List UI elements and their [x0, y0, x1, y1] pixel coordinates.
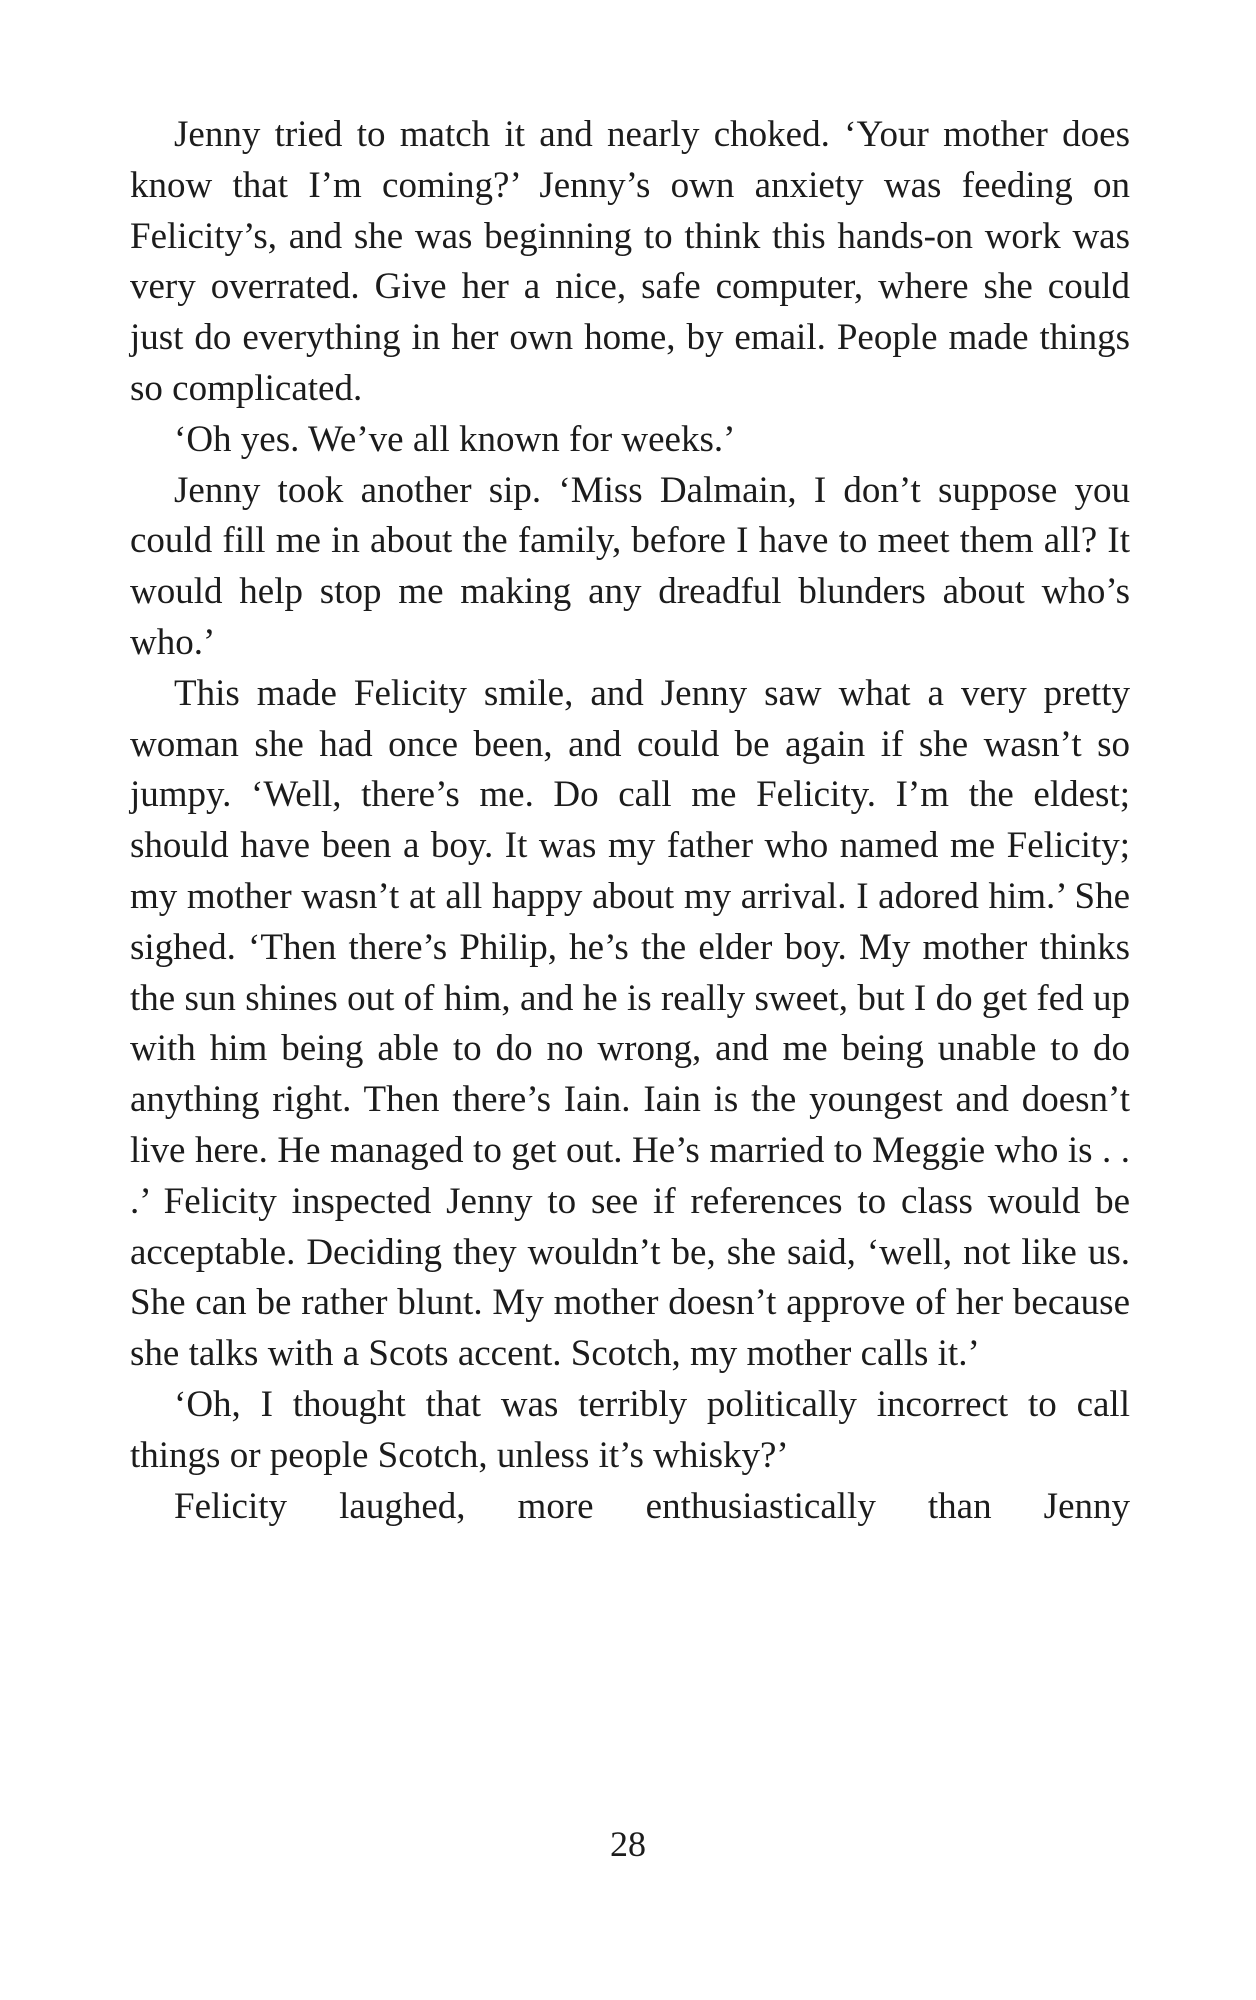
- paragraph-1: Jenny tried to match it and nearly choked. ‘Your mother does know that I’m coming?’ Jenny’s own anxiety was feeding on Felicity’s, and she was beginning to think this hands-on work was very overrated. Give her a nice, safe computer, where she could just do everything in her own home, by email. People made things so complicated.: [130, 114, 1130, 409]
- paragraph-3: Jenny took another sip. ‘Miss Dalmain, I don’t suppose you could fill me in about the family, before I have to meet them all? It would help stop me making any dreadful blunders about who’s who.’: [130, 469, 1130, 663]
- paragraph-2: ‘Oh yes. We’ve all known for weeks.’: [174, 418, 736, 460]
- page-number: 28: [610, 1824, 646, 1864]
- page-body: [130, 110, 1130, 1532]
- paragraph-4: This made Felicity smile, and Jenny saw what a very pretty woman she had once been, and could be again if she wasn’t so jumpy. ‘Well, there’s me. Do call me Felicity. I’m the eldest; should have been a boy. It was my father who named me Felicity; my mother wasn’t at all happy about my arrival. I adored him.’ She sighed. ‘Then there’s Philip, he’s the elder boy. My mother thinks the sun shines out of him, and he is really sweet, but I do get fed up with him being able to do no wrong, and me being unable to do anything right. Then there’s Iain. Iain is the youngest and doesn’t live here. He managed to get out. He’s married to Meggie who is . . .’ Felicity inspected Jenny to see if references to class would be acceptable. Deciding they wouldn’t be, she said, ‘well, not like us. She can be rather blunt. My mother doesn’t approve of her because she talks with a Scots accent. Scotch, my mother calls it.’: [130, 672, 1130, 1375]
- paragraph-6: Felicity laughed, more enthusiastically than Jenny: [174, 1485, 1130, 1527]
- paragraph-5: ‘Oh, I thought that was terribly politically incorrect to call things or people Scotch, unless it’s whisky?’: [130, 1383, 1130, 1476]
